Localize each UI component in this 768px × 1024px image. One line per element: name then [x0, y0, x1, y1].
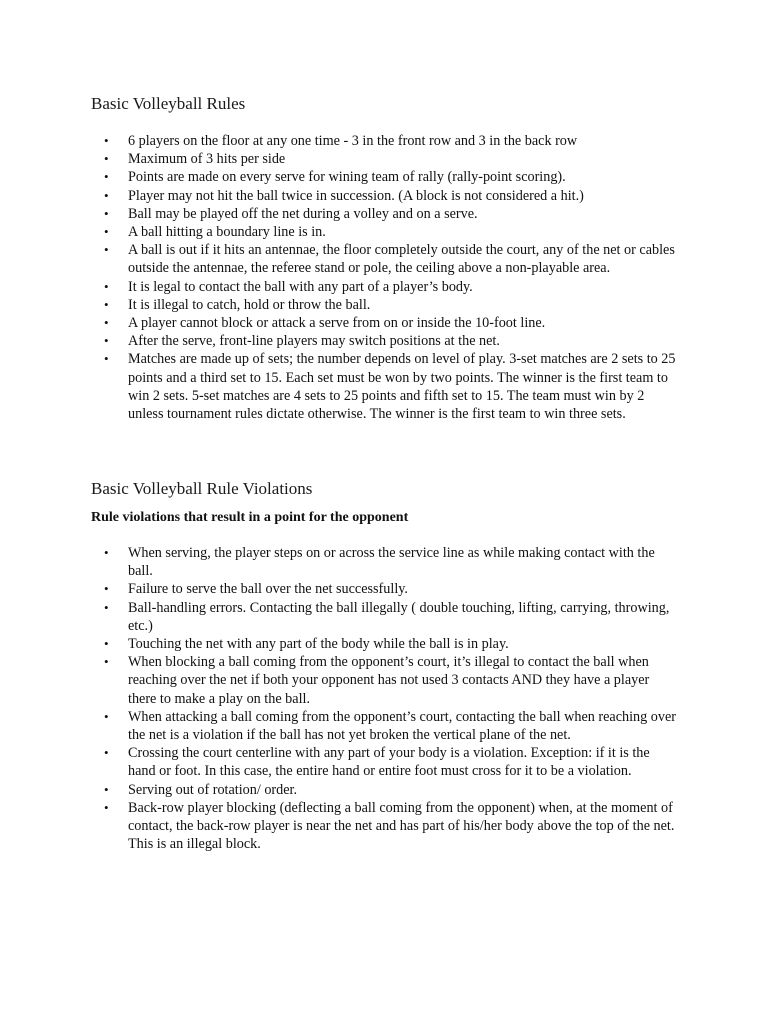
list-item-text: It is legal to contact the ball with any part of a player’s body. [128, 278, 473, 295]
list-item [0, 278, 678, 296]
list-item-text: Ball-handling errors. Contacting the ball illegally ( double touching, lifting, carrying, throwing, etc.) [128, 599, 670, 634]
list-item-text: After the serve, front-line players may switch positions at the net. [128, 333, 500, 350]
list-item [0, 580, 678, 598]
bullet-icon: • [104, 278, 109, 294]
list-item [0, 799, 678, 854]
list-item [0, 168, 678, 186]
list-item [0, 544, 678, 580]
bullet-icon: • [104, 599, 109, 615]
list-item [0, 781, 678, 799]
section-heading-basic-rules: Basic Volleyball Rules [91, 94, 246, 113]
section-heading-rule-violations: Basic Volleyball Rule Violations [91, 479, 313, 498]
list-item [0, 150, 678, 168]
list-item-text: When attacking a ball coming from the opponent’s court, contacting the ball when reaching over the net is a violation if the ball has not yet broken the vertical plane of the net. [128, 708, 677, 744]
bullet-icon: • [104, 708, 109, 724]
list-item-text: Failure to serve the ball over the net successfully. [128, 581, 408, 598]
list-item-text: Player may not hit the ball twice in succession. (A block is not considered a hit.) [128, 187, 584, 204]
bullet-icon: • [104, 169, 109, 185]
list-item [0, 187, 678, 205]
list-item [0, 350, 678, 423]
list-item [0, 599, 678, 635]
list-item-text: When serving, the player steps on or across the service line as while making contact with the ball. [128, 545, 655, 580]
bullet-icon: • [104, 781, 109, 797]
list-item [0, 314, 678, 332]
list-item [0, 132, 678, 150]
list-item [0, 296, 678, 314]
list-item-text: Matches are made up of sets; the number depends on level of play. 3-set matches are 2 sets to 25 points and a third set to 15. Each set must be won by two points. The winner is the first team to win 2 sets. 5-set matches are 4 sets to 25 points and fifth set to 15. The team must win by 2 unless tournament rules dictate otherwise. The winner is the first team to win three sets. [128, 351, 676, 423]
list-item-text: Maximum of 3 hits per side [128, 151, 286, 168]
list-item-text: Crossing the court centerline with any part of your body is a violation. Exception: if it is the hand or foot. In this case, the entire hand or entire foot must cross for it to be a violation. [128, 745, 650, 780]
list-item-text: 6 players on the floor at any one time - 3 in the front row and 3 in the back row [128, 133, 578, 149]
bullet-icon: • [104, 581, 109, 597]
list-item [0, 744, 678, 780]
bullet-icon: • [104, 224, 109, 240]
bullet-icon: • [104, 151, 109, 167]
list-item-text: When blocking a ball coming from the opponent’s court, it’s illegal to contact the ball when reaching over the net if both your opponent has not used 3 contacts AND they have a player there to make a play on the ball. [128, 654, 650, 707]
section-subheading: Rule violations that result in a point for the opponent [91, 510, 409, 525]
list-item-text: A ball is out if it hits an antennae, the floor completely outside the court, any of the net or cables outside the antennae, the referee stand or pole, the ceiling above a non-playable area. [128, 242, 675, 277]
list-item-text: Ball may be played off the net during a volley and on a serve. [128, 205, 478, 222]
bullet-icon: • [104, 296, 109, 312]
bullet-icon: • [104, 545, 109, 560]
list-item-text: It is illegal to catch, hold or throw the ball. [128, 296, 371, 313]
bullet-icon: • [104, 315, 109, 331]
list-item-text: Points are made on every serve for wining team of rally (rally-point scoring). [128, 169, 566, 186]
bullet-icon: • [104, 745, 109, 761]
violations-list [0, 544, 768, 853]
list-item-text: Serving out of rotation/ order. [128, 781, 298, 798]
list-item [0, 241, 678, 277]
list-item [0, 708, 678, 744]
bullet-icon: • [104, 654, 109, 670]
bullet-icon: • [104, 205, 109, 221]
bullet-icon: • [104, 351, 109, 367]
list-item-text: A player cannot block or attack a serve from on or inside the 10-foot line. [128, 315, 546, 332]
bullet-icon: • [104, 133, 109, 148]
list-item-text: Back-row player blocking (deflecting a ball coming from the opponent) when, at the moment of contact, the back-row player is near the net and has part of his/her body above the top of the net. This is an illegal block. [128, 799, 675, 853]
rules-list [0, 132, 768, 423]
bullet-icon: • [104, 799, 109, 815]
list-item [0, 223, 678, 241]
bullet-icon: • [104, 187, 109, 203]
list-item-text: Touching the net with any part of the body while the ball is in play. [128, 636, 509, 653]
list-item [0, 635, 678, 653]
list-item [0, 205, 678, 223]
bullet-icon: • [104, 636, 109, 652]
list-item-text: A ball hitting a boundary line is in. [128, 224, 326, 241]
bullet-icon: • [104, 333, 109, 349]
bullet-icon: • [104, 242, 109, 258]
list-item [0, 332, 678, 350]
list-item [0, 653, 678, 708]
